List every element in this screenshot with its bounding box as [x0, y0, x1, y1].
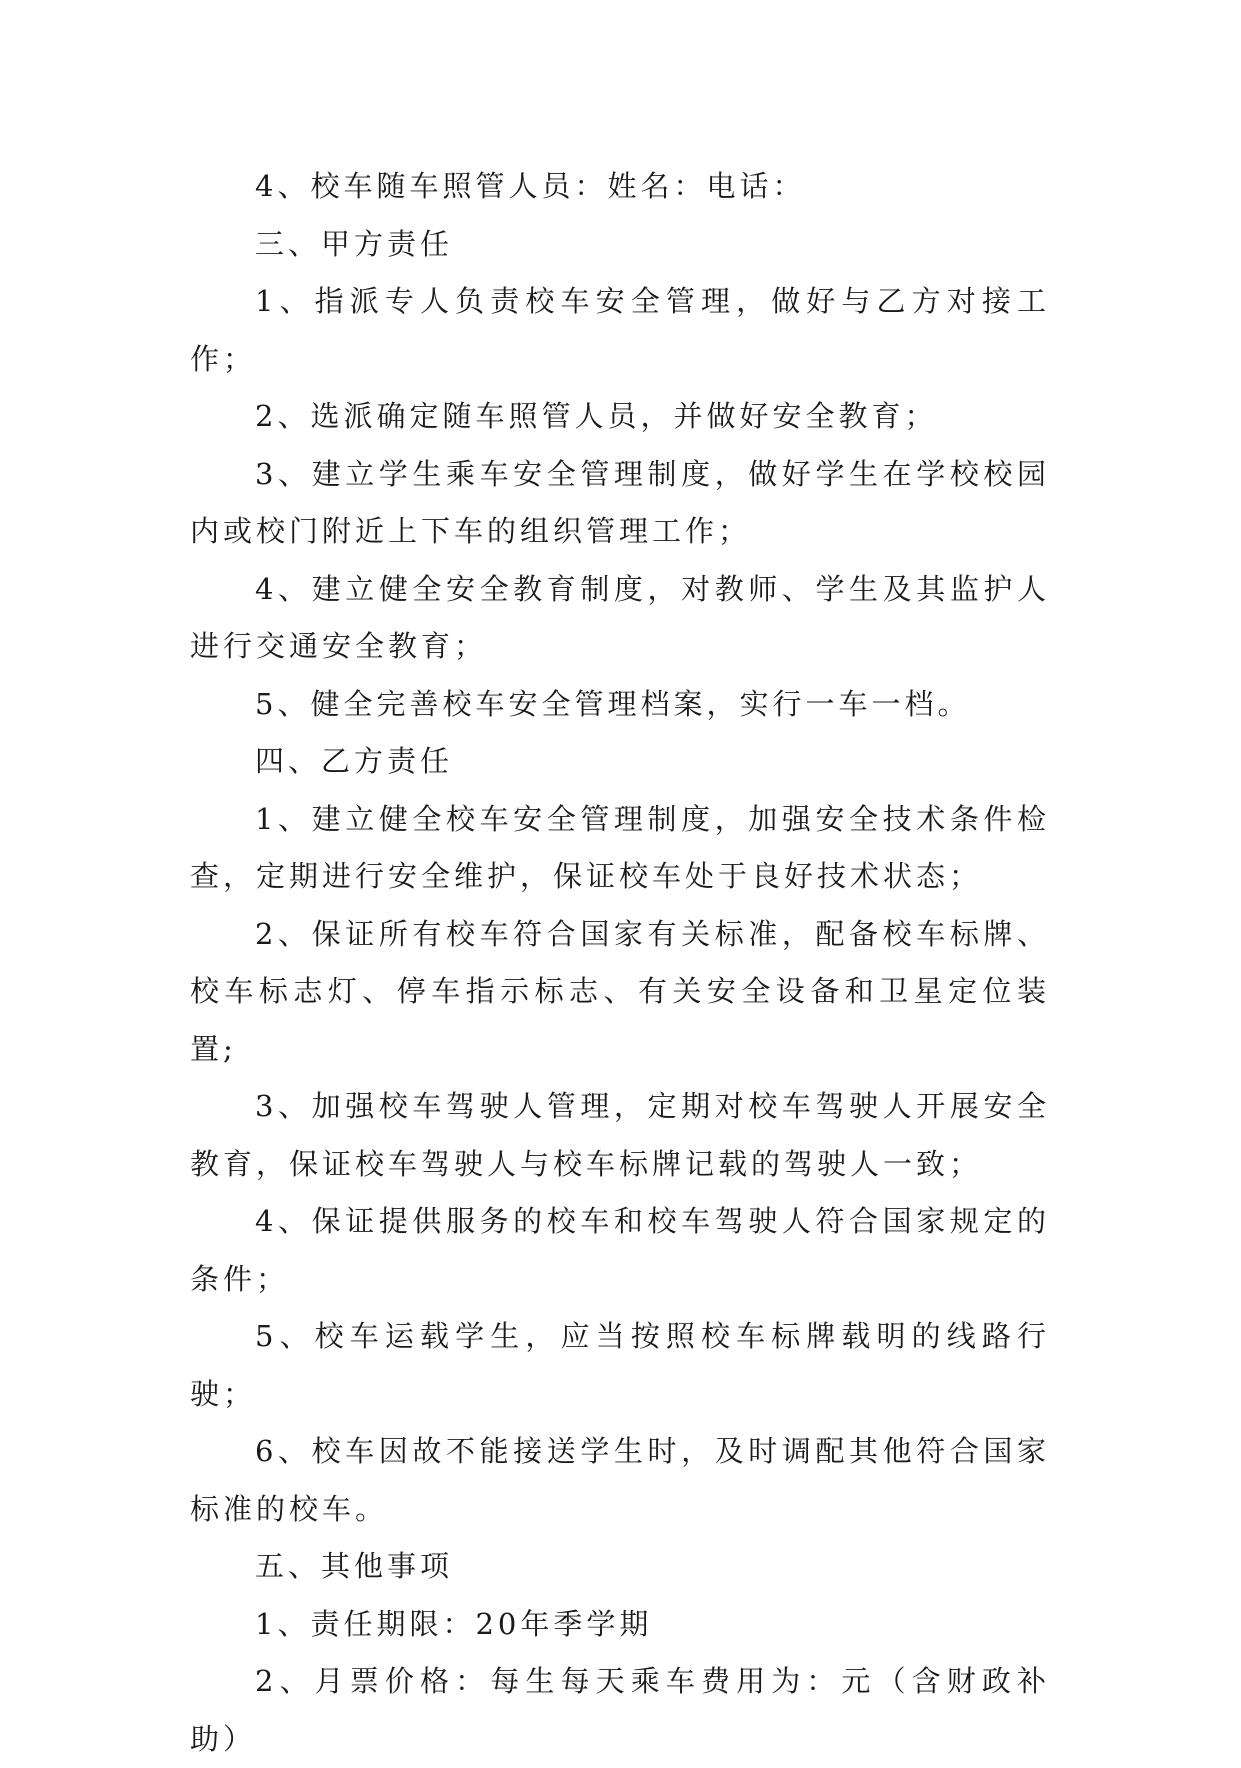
paragraph-b-item-2: 2、保证所有校车符合国家有关标准，配备校车标牌、校车标志灯、停车指示标志、有关安全设备和卫星定位装置; — [190, 916, 1050, 1066]
paragraph-b-item-1: 1、建立健全校车安全管理制度，加强安全技术条件检查，定期进行安全维护，保证校车处于良好技术状态； — [190, 801, 1050, 893]
heading-party-b-responsibilities: 四、乙方责任 — [255, 744, 454, 778]
paragraph-other-item-1: 1、责任期限：20年季学期 — [255, 1606, 653, 1641]
paragraph-b-item-6: 6、校车因故不能接送学生时，及时调配其他符合国家标准的校车。 — [190, 1434, 1050, 1526]
paragraph-a-item-4: 4、建立健全安全教育制度，对教师、学生及其监护人进行交通安全教育； — [190, 571, 1050, 663]
heading-party-a-responsibilities: 三、甲方责任 — [255, 226, 454, 261]
paragraph-b-item-3: 3、加强校车驾驶人管理，定期对校车驾驶人开展安全教育，保证校车驾驶人与校车标牌记载的驾驶人一致； — [190, 1089, 1050, 1181]
paragraph-a-item-1: 1、指派专人负责校车安全管理，做好与乙方对接工作； — [190, 284, 1050, 376]
paragraph-a-item-2: 2、选派确定随车照管人员，并做好安全教育； — [255, 399, 938, 433]
paragraph-a-item-3: 3、建立学生乘车安全管理制度，做好学生在学校校园内或校门附近上下车的组织管理工作； — [190, 456, 1050, 548]
paragraph-other-item-2: 2、月票价格：每生每天乘车费用为：元（含财政补助） — [190, 1664, 1050, 1756]
paragraph-b-item-4: 4、保证提供服务的校车和校车驾驶人符合国家规定的条件； — [190, 1204, 1050, 1296]
heading-other-matters: 五、其他事项 — [255, 1549, 454, 1583]
paragraph-a-item-5: 5、健全完善校车安全管理档案，实行一车一档。 — [255, 686, 971, 721]
document-body — [190, 158, 1050, 1768]
paragraph-b-item-5: 5、校车运载学生，应当按照校车标牌载明的线路行驶； — [190, 1319, 1050, 1411]
paragraph-escort-contact: 4、校车随车照管人员：姓名：电话： — [255, 169, 806, 203]
